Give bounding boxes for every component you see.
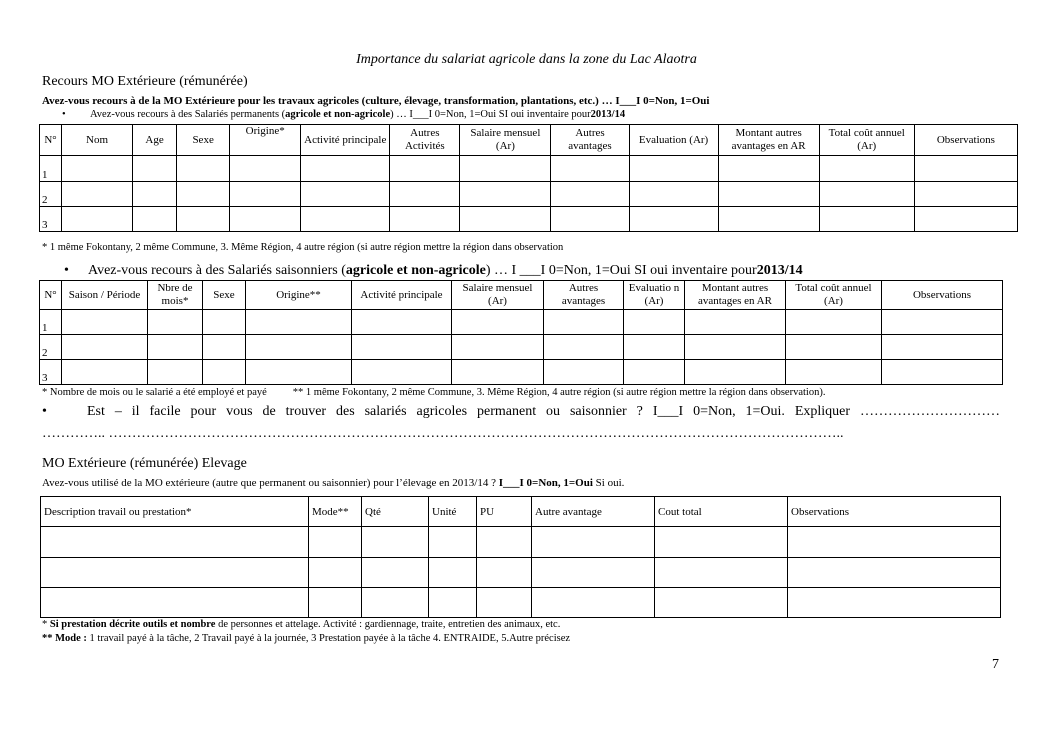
table-cell[interactable] (352, 335, 452, 360)
table-cell[interactable] (133, 182, 177, 207)
table-cell[interactable] (203, 310, 246, 335)
table-cell[interactable] (685, 335, 786, 360)
footnote-star: * (42, 619, 50, 630)
col-header: Evaluation (Ar) (629, 125, 718, 156)
table-cell[interactable] (301, 156, 390, 182)
table-cell[interactable] (148, 360, 203, 385)
table-cell[interactable] (41, 558, 309, 588)
table-row (41, 558, 1001, 588)
col-header: Total coût annuel (Ar) (786, 281, 882, 310)
table-cell[interactable] (62, 182, 133, 207)
table-row (41, 588, 1001, 618)
table-cell[interactable] (819, 207, 914, 232)
table-cell[interactable] (230, 182, 301, 207)
col-header: Description travail ou prestation* (41, 497, 309, 527)
table-cell[interactable] (452, 360, 544, 385)
table-row (40, 335, 1003, 360)
footnote-tail: de personnes et attelage. Activité : gardiennage, traite, entretien des animaux, etc. (215, 619, 561, 630)
bullet-year: 2013/14 (590, 109, 626, 120)
footnote-origin: ** 1 même Fokontany, 2 même Commune, 3. Même Région, 4 autre région (si autre région mettre la région dans observation). (292, 387, 826, 398)
section1-footnote: * 1 même Fokontany, 2 même Commune, 3. Même Région, 4 autre région (si autre région mettre la région dans observation (42, 242, 564, 253)
table-cell[interactable] (624, 335, 685, 360)
col-header: Evaluatio n (Ar) (624, 281, 685, 310)
question-text: Est – il facile pour vous de trouver des salariés agricoles permanent ou saisonnier ? I___I 0=Non, 1=Oui. Expliquer ………………………… (87, 404, 1000, 419)
col-header: Montant autres avantages en AR (718, 125, 819, 156)
page-title: Importance du salariat agricole dans la zone du Lac Alaotra (356, 52, 697, 67)
table-cell[interactable] (41, 527, 309, 558)
col-header: Activité principale (352, 281, 452, 310)
table-cell[interactable] (62, 207, 133, 232)
table-cell[interactable] (786, 335, 882, 360)
table-cell[interactable] (655, 527, 788, 558)
table-cell[interactable] (133, 207, 177, 232)
question-text: Avez-vous utilisé de la MO extérieure (autre que permanent ou saisonnier) pour l’élevage en 2013/14 ? (42, 477, 499, 489)
section1-heading: Recours MO Extérieure (rémunérée) (42, 74, 248, 89)
table-cell[interactable] (177, 207, 230, 232)
bullet-icon: • (62, 109, 66, 120)
table-cell[interactable] (460, 156, 551, 182)
bullet-year: 2013/14 (756, 263, 803, 278)
col-header: Observations (882, 281, 1003, 310)
row-number: 3 (40, 207, 62, 232)
section2-footnote (42, 387, 825, 398)
table-cell[interactable] (882, 335, 1003, 360)
col-header: Autres avantages (551, 125, 629, 156)
col-header: Nbre de mois* (148, 281, 203, 310)
table-cell[interactable] (429, 588, 477, 618)
footnote-bold: ** Mode : (42, 633, 87, 644)
table-cell[interactable] (230, 156, 301, 182)
table-cell[interactable] (655, 588, 788, 618)
col-header: Autres Activités (390, 125, 460, 156)
col-header: Salaire mensuel (Ar) (460, 125, 551, 156)
table-cell[interactable] (914, 182, 1017, 207)
answer-dots: ………….. ………………………………………………………………………………………………………………………………………….. (42, 426, 844, 441)
col-header: Observations (788, 497, 1001, 527)
col-header: Observations (914, 125, 1017, 156)
section3-heading: MO Extérieure (rémunérée) Elevage (42, 456, 247, 471)
table-cell[interactable] (788, 588, 1001, 618)
table-cell[interactable] (460, 182, 551, 207)
table-row (40, 360, 1003, 385)
table-cell[interactable] (532, 527, 655, 558)
livestock-labour-table (40, 496, 1001, 618)
table-cell[interactable] (629, 207, 718, 232)
table-cell[interactable] (41, 588, 309, 618)
table-cell[interactable] (655, 558, 788, 588)
row-number: 2 (40, 182, 62, 207)
table-cell[interactable] (882, 310, 1003, 335)
bullet-tail: ) … I ___I 0=Non, 1=Oui SI oui inventaire pour (485, 263, 757, 278)
table-cell[interactable] (477, 558, 532, 588)
table-cell[interactable] (301, 207, 390, 232)
section2-bullet (42, 263, 803, 279)
col-header: Montant autres avantages en AR (685, 281, 786, 310)
table-cell[interactable] (362, 588, 429, 618)
table-row (40, 182, 1018, 207)
table-cell[interactable] (551, 156, 629, 182)
table-cell[interactable] (882, 360, 1003, 385)
table-cell[interactable] (718, 182, 819, 207)
table-cell[interactable] (551, 207, 629, 232)
col-header: Qté (362, 497, 429, 527)
table-cell[interactable] (230, 207, 301, 232)
table-row (41, 527, 1001, 558)
table-cell[interactable] (532, 588, 655, 618)
bullet-text: Avez-vous recours à des Salariés saisonniers ( (88, 263, 346, 278)
permanent-workers-table (39, 124, 1018, 232)
section3-footnote-2 (42, 633, 570, 644)
table-cell[interactable] (544, 335, 624, 360)
table-cell[interactable] (390, 207, 460, 232)
col-header: Nom (62, 125, 133, 156)
page-number: 7 (992, 657, 999, 672)
section3-footnote-1 (42, 619, 560, 630)
col-header: Origine** (246, 281, 352, 310)
table-cell[interactable] (62, 335, 148, 360)
table-cell[interactable] (551, 182, 629, 207)
table-cell[interactable] (362, 527, 429, 558)
section2-question (42, 404, 1000, 420)
table-cell[interactable] (819, 156, 914, 182)
table-cell[interactable] (685, 360, 786, 385)
col-header: Total coût annuel (Ar) (819, 125, 914, 156)
col-header: Origine* (230, 125, 301, 156)
col-header: Sexe (177, 125, 230, 156)
table-cell[interactable] (429, 527, 477, 558)
row-number: 1 (40, 156, 62, 182)
table-cell[interactable] (246, 360, 352, 385)
question-tail: Si oui. (592, 477, 625, 489)
table-cell[interactable] (718, 156, 819, 182)
bullet-bold: agricole et non-agricole (285, 109, 391, 120)
col-header: Mode** (309, 497, 362, 527)
table-cell[interactable] (629, 182, 718, 207)
table-cell[interactable] (685, 310, 786, 335)
table-cell[interactable] (624, 360, 685, 385)
table-cell[interactable] (914, 156, 1017, 182)
table-row (40, 207, 1018, 232)
table-cell[interactable] (362, 558, 429, 588)
table-cell[interactable] (352, 310, 452, 335)
table-row (40, 156, 1018, 182)
table-cell[interactable] (246, 310, 352, 335)
table-cell[interactable] (477, 527, 532, 558)
table-cell[interactable] (452, 310, 544, 335)
table-row (40, 310, 1003, 335)
table-cell[interactable] (309, 588, 362, 618)
row-number: 2 (40, 335, 62, 360)
col-header: Cout total (655, 497, 788, 527)
table-cell[interactable] (718, 207, 819, 232)
table-cell[interactable] (786, 310, 882, 335)
section3-question (42, 477, 624, 489)
table-cell[interactable] (788, 558, 1001, 588)
footnote-months: * Nombre de mois ou le salarié a été employé et payé (42, 387, 267, 398)
col-header: PU (477, 497, 532, 527)
footnote-tail: 1 travail payé à la tâche, 2 Travail payé à la journée, 3 Prestation payée à la tâche 4. ENTRAIDE, 5.Autre précisez (86, 633, 571, 644)
row-number: 3 (40, 360, 62, 385)
table-cell[interactable] (246, 335, 352, 360)
table-cell[interactable] (203, 360, 246, 385)
col-header: Activité principale (301, 125, 390, 156)
table-cell[interactable] (544, 360, 624, 385)
table-cell[interactable] (203, 335, 246, 360)
table-cell[interactable] (544, 310, 624, 335)
table-cell[interactable] (177, 156, 230, 182)
table-cell[interactable] (62, 156, 133, 182)
table-cell[interactable] (133, 156, 177, 182)
row-number: 1 (40, 310, 62, 335)
bullet-bold: agricole et non-agricole (345, 263, 486, 278)
table-cell[interactable] (390, 156, 460, 182)
table-cell[interactable] (148, 335, 203, 360)
table-cell[interactable] (452, 335, 544, 360)
table-cell[interactable] (309, 527, 362, 558)
table-cell[interactable] (624, 310, 685, 335)
table-cell[interactable] (429, 558, 477, 588)
footnote-bold: Si prestation décrite outils et nombre (49, 619, 216, 630)
col-header: Unité (429, 497, 477, 527)
table-cell[interactable] (460, 207, 551, 232)
table-cell[interactable] (532, 558, 655, 588)
bullet-tail: ) … I___I 0=Non, 1=Oui SI oui inventaire pour (390, 109, 591, 120)
table-cell[interactable] (62, 360, 148, 385)
col-header: Salaire mensuel (Ar) (452, 281, 544, 310)
table-cell[interactable] (914, 207, 1017, 232)
table-cell[interactable] (301, 182, 390, 207)
table-cell[interactable] (148, 310, 203, 335)
section1-question: Avez-vous recours à de la MO Extérieure pour les travaux agricoles (culture, élevage, transformation, plantations, etc.) … I___I 0=Non, 1=Oui (42, 95, 710, 107)
table-cell[interactable] (390, 182, 460, 207)
col-header: Sexe (203, 281, 246, 310)
table-header-row (41, 497, 1001, 527)
col-header: Autres avantages (544, 281, 624, 310)
col-header: N° (40, 125, 62, 156)
seasonal-workers-table (39, 280, 1003, 385)
col-header: Autre avantage (532, 497, 655, 527)
bullet-text: Avez-vous recours à des Salariés permanents ( (90, 109, 286, 120)
bullet-icon: • (42, 404, 47, 419)
table-header-row (40, 125, 1018, 156)
col-header: N° (40, 281, 62, 310)
section1-bullet (42, 109, 625, 120)
col-header: Saison / Période (62, 281, 148, 310)
table-cell[interactable] (819, 182, 914, 207)
table-cell[interactable] (309, 558, 362, 588)
col-header: Age (133, 125, 177, 156)
bullet-icon: • (64, 263, 69, 278)
table-cell[interactable] (629, 156, 718, 182)
table-cell[interactable] (62, 310, 148, 335)
table-cell[interactable] (477, 588, 532, 618)
question-bold: I___I 0=Non, 1=Oui (498, 477, 593, 489)
table-cell[interactable] (786, 360, 882, 385)
table-cell[interactable] (788, 527, 1001, 558)
table-cell[interactable] (352, 360, 452, 385)
table-header-row (40, 281, 1003, 310)
table-cell[interactable] (177, 182, 230, 207)
